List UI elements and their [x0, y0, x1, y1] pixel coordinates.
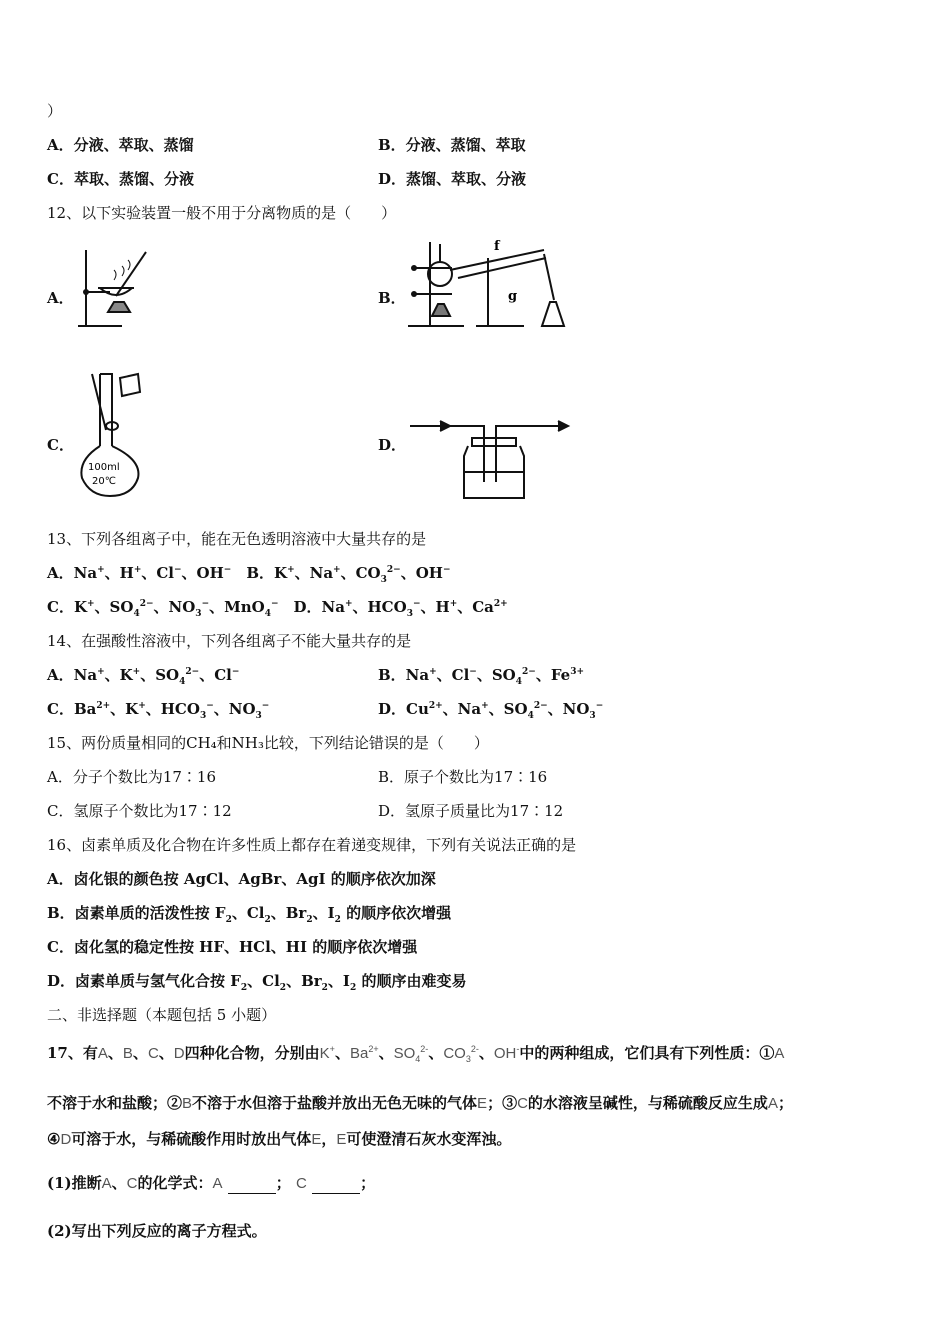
q15-option-a: A．分子个数比为17∶16 [47, 768, 217, 786]
distillation-apparatus-figure [404, 238, 576, 330]
q16-option-d: D．卤素单质与氢气化合按 $F_2$、$Cl_2$、$Br_2$、$I_2$ 的顺序由难变易 [47, 972, 467, 993]
q15-option-d: D．氢原子质量比为17∶12 [378, 802, 564, 820]
q13-stem: 13、下列各组离子中，能在无色透明溶液中大量共存的是 [47, 530, 427, 548]
q12-option-b: B． [378, 289, 406, 307]
q17-prefix: 17、有 [47, 1044, 98, 1062]
q17-sub-question-2: (2)写出下列反应的离子方程式。 [47, 1222, 267, 1240]
condenser-label-f: f [494, 239, 500, 254]
flask-temperature-label: 20℃ [92, 476, 116, 487]
gas-washing-bottle-figure [406, 416, 572, 502]
q16-option-c: C．卤化氢的稳定性按 HF、HCl、HI 的顺序依次增强 [47, 938, 418, 956]
q17-line-2: 不溶于水和盐酸；②B不溶于水但溶于盐酸并放出无色无味的气体E；③C的水溶液呈碱性，与稀硫酸反应生成A； [47, 1094, 793, 1112]
evaporation-apparatus-figure [74, 246, 154, 330]
q17-tail: 中的两种组成，它们具有下列性质：① [519, 1044, 775, 1062]
flask-volume-label: 100ml [88, 462, 120, 473]
q14-option-d: D．$Cu^{2+}$、Na+、$SO_4^{2-}$、$NO_3^-$ [378, 700, 604, 721]
compound-d: D [173, 1045, 185, 1062]
q12-option-c: C． [47, 436, 74, 454]
q16-stem: 16、卤素单质及化合物在许多性质上都存在着递变规律，下列有关说法正确的是 [47, 836, 577, 854]
volumetric-flask-figure [76, 370, 148, 500]
q15-option-c: C．氢原子个数比为17∶12 [47, 802, 232, 820]
q16-option-b: B．卤素单质的活泼性按 $F_2$、$Cl_2$、$Br_2$、$I_2$ 的顺序依次增强 [47, 904, 452, 925]
q17-sub-question-1: (1)推断A、C的化学式：A ； C ； [47, 1174, 376, 1192]
q17-line-3: ④D可溶于水，与稀硫酸作用时放出气体E，E可使澄清石灰水变浑浊。 [47, 1130, 512, 1148]
q15-option-b: B．原子个数比为17∶16 [378, 768, 548, 786]
q14-stem: 14、在强酸性溶液中，下列各组离子不能大量共存的是 [47, 632, 412, 650]
q11-tail: ） [47, 102, 63, 120]
q12-option-d: D． [378, 436, 407, 454]
q12-option-a: A． [47, 289, 74, 307]
q16-option-a: A．卤化银的颜色按 AgCl、AgBr、AgI 的顺序依次加深 [47, 870, 436, 888]
q13-options-cd: C．K+、$SO_4^{2-}$、$NO_3^-$、MnO$_4$− D．Na+、$HCO_3^-$、H+、$Ca^{2+}$ [47, 598, 508, 619]
q11-option-a: A．分液、萃取、蒸馏 [47, 136, 194, 154]
q17-compounds-text: 四种化合物，分别由 [184, 1044, 320, 1062]
section-two-heading: 二、非选择题（本题包括 5 小题） [47, 1006, 277, 1024]
q14-option-a: A．Na+、K+、$SO_4^{2-}$、Cl− [47, 666, 240, 687]
compound-a: A [97, 1045, 108, 1062]
compound-a-ref: A [774, 1045, 785, 1062]
q14-option-c: C．$Ba^{2+}$、K+、$HCO_3^-$、$NO_3^-$ [47, 700, 270, 721]
q13-options-ab: A．Na+、H+、Cl−、OH− B．K+、Na+、$CO_3^{2-}$、OH− [47, 564, 451, 585]
q11-option-c: C．萃取、蒸馏、分液 [47, 170, 194, 188]
q14-option-b: B．Na+、Cl−、$SO_4^{2-}$、$Fe^{3+}$ [378, 666, 585, 687]
condenser-label-g: g [508, 289, 518, 304]
answer-blank-c[interactable] [312, 1179, 360, 1194]
q12-stem: 12、以下实验装置一般不用于分离物质的是（ ） [47, 204, 397, 222]
compound-b: B [122, 1045, 133, 1062]
q15-stem: 15、两份质量相同的CH₄和NH₃比较，下列结论错误的是（ ） [47, 734, 489, 752]
compound-c: C [147, 1045, 159, 1062]
q11-option-d: D．蒸馏、萃取、分液 [378, 170, 527, 188]
q17-line-1: 17、有A、B、C、D四种化合物，分别由K+、$Ba^{2+}$、$SO_4^{2-}$、$CO_3^{2-}$、OH-中的两种组成，它们具有下列性质：①A [47, 1044, 785, 1064]
answer-blank-a[interactable] [228, 1179, 276, 1194]
q11-option-b: B．分液、蒸馏、萃取 [378, 136, 526, 154]
